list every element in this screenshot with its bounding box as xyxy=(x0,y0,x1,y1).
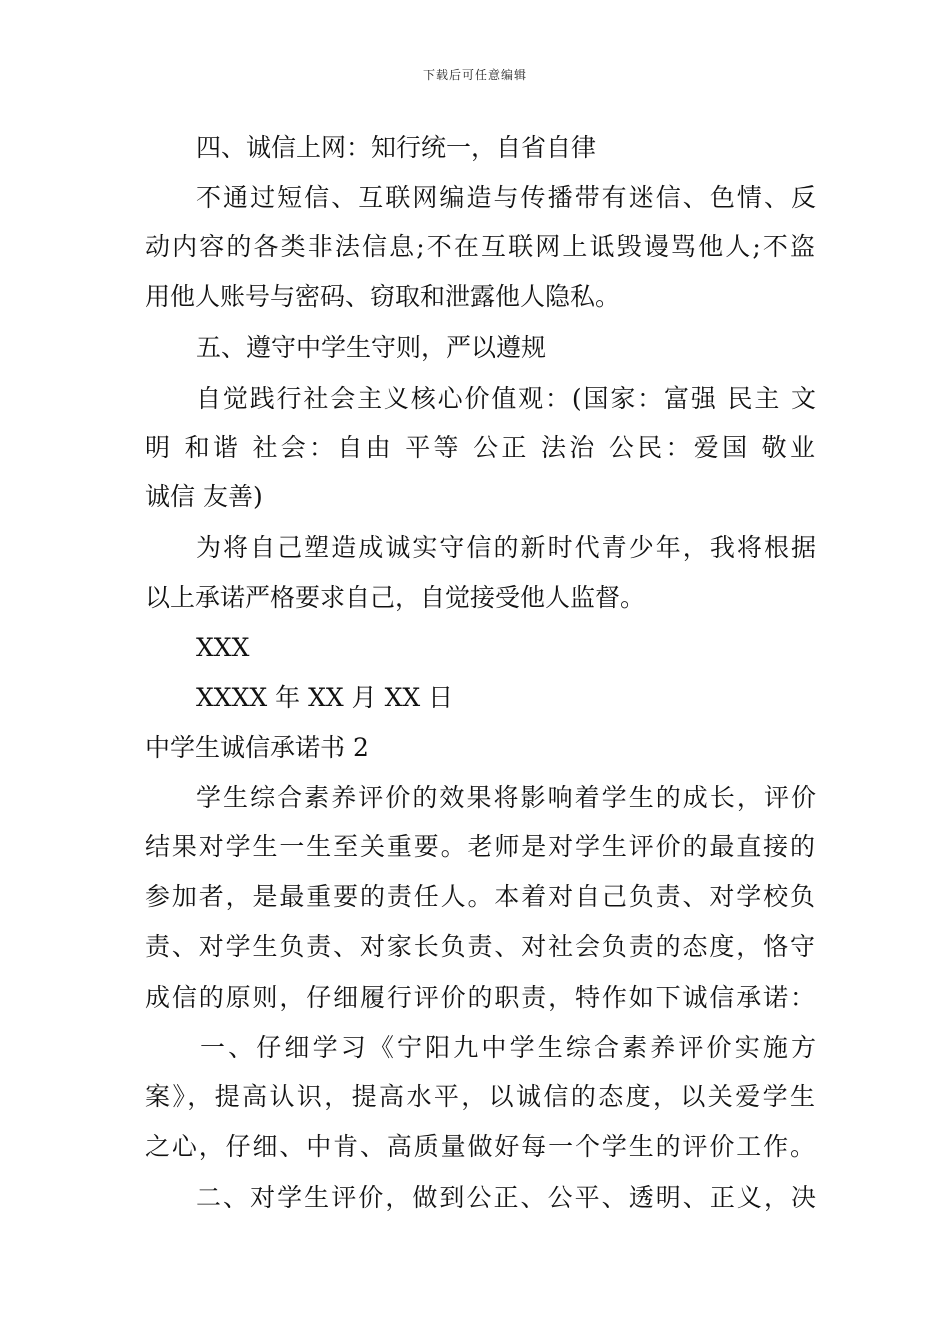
paragraph-line: 之心，仔细、中肯、高质量做好每一个学生的评价工作。 xyxy=(145,1132,815,1161)
paragraph-line: 学生综合素养评价的效果将影响着学生的成长，评价 xyxy=(196,783,816,812)
paragraph-line: 以上承诺严格要求自己，自觉接受他人监督。 xyxy=(145,583,646,612)
paragraph-line: 一、仔细学习《宁阳九中学生综合素养评价实施方 xyxy=(200,1033,816,1062)
paragraph-line: 责、对学生负责、对家长负责、对社会负责的态度，恪守 xyxy=(145,932,815,961)
paragraph-line: 动内容的各类非法信息;不在互联网上诋毁谩骂他人;不盗 xyxy=(145,232,815,261)
signature-name: XXX xyxy=(196,633,250,662)
paragraph-line: 自觉践行社会主义核心价值观：(国家：富强 民主 文 xyxy=(196,384,816,413)
paragraph-line: 不通过短信、互联网编造与传播带有迷信、色情、反 xyxy=(196,183,816,212)
document-title-2: 中学生诚信承诺书 2 xyxy=(145,733,369,762)
paragraph-line: 明 和谐 社会：自由 平等 公正 法治 公民：爱国 敬业 xyxy=(145,433,815,462)
paragraph-line: 为将自己塑造成诚实守信的新时代青少年，我将根据 xyxy=(196,533,816,562)
paragraph-line: 案》，提高认识，提高水平，以诚信的态度，以关爱学生 xyxy=(145,1082,815,1111)
paragraph-line: 二、对学生评价，做到公正、公平、透明、正义，决 xyxy=(196,1183,816,1212)
paragraph-line: 成信的原则，仔细履行评价的职责，特作如下诚信承诺： xyxy=(145,983,815,1012)
signature-date: XXXX 年 XX 月 XX 日 xyxy=(196,683,454,712)
paragraph-line: 诚信 友善) xyxy=(145,482,263,511)
section-heading-5: 五、遵守中学生守则，严以遵规 xyxy=(196,333,547,362)
paragraph-line: 用他人账号与密码、窃取和泄露他人隐私。 xyxy=(145,282,621,311)
paragraph-line: 结果对学生一生至关重要。老师是对学生评价的最直接的 xyxy=(145,832,815,861)
page-header: 下载后可任意编辑 xyxy=(422,68,527,82)
section-heading-4: 四、诚信上网：知行统一，自省自律 xyxy=(196,133,597,162)
paragraph-line: 参加者，是最重要的责任人。本着对自己负责、对学校负 xyxy=(145,882,815,911)
